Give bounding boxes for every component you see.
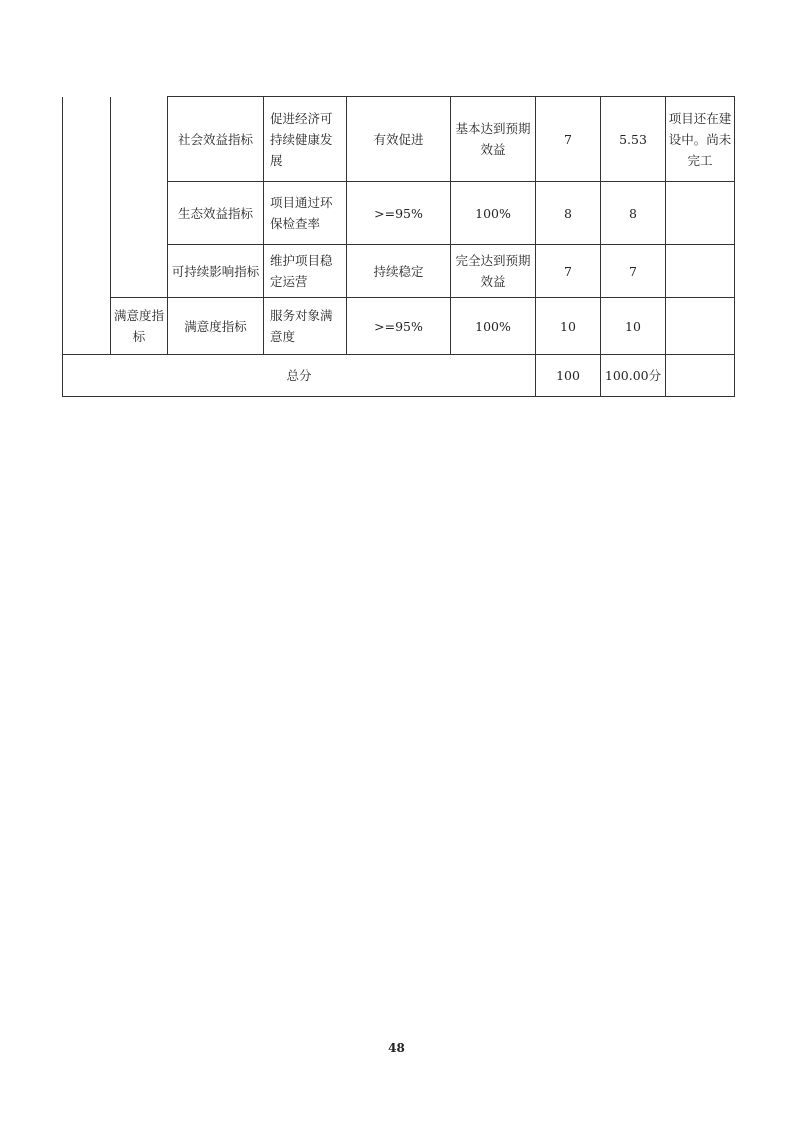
- table-cell-empty: [63, 97, 111, 355]
- actual-cell: 完全达到预期效益: [451, 245, 536, 298]
- target-cell: >=95%: [347, 182, 451, 245]
- remark-cell: [666, 298, 735, 355]
- indicator-cell: 满意度指标: [168, 298, 264, 355]
- total-remark: [666, 355, 735, 397]
- total-row: [63, 355, 735, 397]
- table-row: [63, 298, 735, 355]
- weight-cell: 8: [536, 182, 601, 245]
- metric-cell: 维护项目稳定运营: [264, 245, 347, 298]
- score-cell: 8: [601, 182, 666, 245]
- category-cell: 满意度指标: [111, 298, 168, 355]
- remark-cell: [666, 182, 735, 245]
- page-number: 48: [388, 1041, 405, 1055]
- table-cell-empty: [111, 97, 168, 298]
- target-cell: 有效促进: [347, 97, 451, 182]
- total-label: 总分: [63, 355, 536, 397]
- actual-cell: 100%: [451, 298, 536, 355]
- total-weight: 100: [536, 355, 601, 397]
- weight-cell: 10: [536, 298, 601, 355]
- weight-cell: 7: [536, 97, 601, 182]
- actual-cell: 基本达到预期效益: [451, 97, 536, 182]
- weight-cell: 7: [536, 245, 601, 298]
- actual-cell: 100%: [451, 182, 536, 245]
- metric-cell: 促进经济可持续健康发展: [264, 97, 347, 182]
- indicator-cell: 生态效益指标: [168, 182, 264, 245]
- metric-cell: 项目通过环保检查率: [264, 182, 347, 245]
- table-row: [63, 97, 735, 182]
- performance-table: [62, 96, 735, 397]
- score-cell: 10: [601, 298, 666, 355]
- remark-cell: [666, 245, 735, 298]
- indicator-cell: 社会效益指标: [168, 97, 264, 182]
- total-score: 100.00分: [601, 355, 666, 397]
- target-cell: 持续稳定: [347, 245, 451, 298]
- indicator-cell: 可持续影响指标: [168, 245, 264, 298]
- metric-cell: 服务对象满意度: [264, 298, 347, 355]
- target-cell: >=95%: [347, 298, 451, 355]
- score-cell: 5.53: [601, 97, 666, 182]
- remark-cell: 项目还在建设中。尚未完工: [666, 97, 735, 182]
- score-cell: 7: [601, 245, 666, 298]
